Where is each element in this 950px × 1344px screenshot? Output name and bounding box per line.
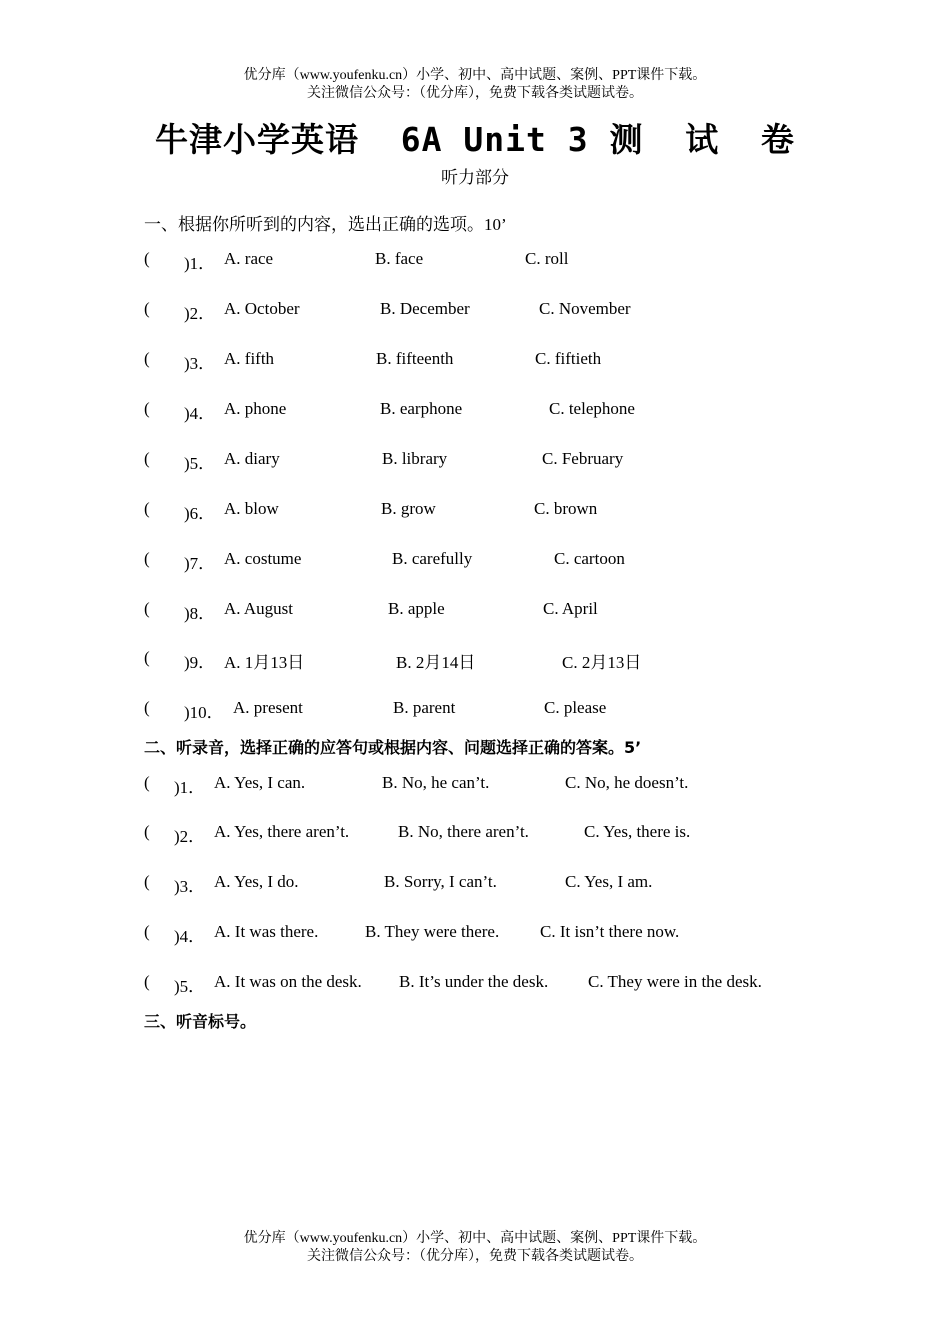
option-c: C. brown bbox=[534, 499, 598, 518]
option-a: A. race bbox=[224, 249, 274, 268]
question-number: )7． bbox=[184, 554, 216, 573]
answer-blank-open: ( bbox=[144, 499, 150, 518]
option-b: B. fifteenth bbox=[376, 349, 454, 368]
header-line-1: 优分库（www.youfenku.cn）小学、初中、高中试题、案例、PPT课件下载。 bbox=[243, 68, 707, 83]
option-a: A. It was on the desk. bbox=[214, 972, 362, 991]
option-b: B. It’s under the desk. bbox=[399, 972, 549, 991]
option-c: C. April bbox=[543, 599, 598, 618]
header-line-2: 关注微信公众号：（优分库），免费下载各类试题试卷。 bbox=[307, 86, 643, 101]
option-a: A. August bbox=[224, 599, 293, 618]
option-c: C. fiftieth bbox=[535, 349, 602, 368]
part1-heading: 一、根据你所听到的内容，选出正确的选项。10’ bbox=[144, 215, 507, 234]
question-number: )3． bbox=[174, 877, 206, 896]
option-a: A. Yes, there aren’t. bbox=[214, 822, 350, 841]
option-a: A. It was there. bbox=[214, 922, 319, 941]
question-number: )8． bbox=[184, 604, 216, 623]
option-a: A. 1月13日 bbox=[224, 653, 305, 672]
answer-blank-open: ( bbox=[144, 698, 150, 717]
option-a: A. Yes, I do. bbox=[214, 872, 299, 891]
option-b: B. They were there. bbox=[365, 922, 500, 941]
question-number: )2． bbox=[174, 827, 206, 846]
answer-blank-open: ( bbox=[144, 249, 150, 268]
option-c: C. cartoon bbox=[554, 549, 625, 568]
question-number: )10． bbox=[184, 703, 224, 722]
option-b: B. face bbox=[375, 249, 424, 268]
footer-line-1: 优分库（www.youfenku.cn）小学、初中、高中试题、案例、PPT课件下载。 bbox=[243, 1231, 707, 1246]
answer-blank-open: ( bbox=[144, 449, 150, 468]
answer-blank-open: ( bbox=[144, 922, 150, 941]
option-b: B. No, he can’t. bbox=[382, 773, 490, 792]
footer-line-2: 关注微信公众号：（优分库），免费下载各类试题试卷。 bbox=[307, 1249, 643, 1264]
question-number: )6． bbox=[184, 504, 216, 523]
question-number: )1． bbox=[184, 254, 216, 273]
answer-blank-open: ( bbox=[144, 872, 150, 891]
question-number: )4． bbox=[174, 927, 206, 946]
option-c: C. November bbox=[539, 299, 631, 318]
option-b: B. December bbox=[380, 299, 470, 318]
answer-blank-open: ( bbox=[144, 549, 150, 568]
option-a: A. fifth bbox=[224, 349, 275, 368]
question-number: )2． bbox=[184, 304, 216, 323]
option-c: C. roll bbox=[525, 249, 569, 268]
question-number: )1． bbox=[174, 778, 206, 797]
option-c: C. February bbox=[542, 449, 624, 468]
question-number: )9． bbox=[184, 653, 216, 672]
option-c: C. Yes, there is. bbox=[584, 822, 691, 841]
option-c: C. telephone bbox=[549, 399, 635, 418]
option-b: B. library bbox=[382, 449, 448, 468]
answer-blank-open: ( bbox=[144, 599, 150, 618]
option-b: B. parent bbox=[393, 698, 456, 717]
option-b: B. apple bbox=[388, 599, 445, 618]
option-a: A. Yes, I can. bbox=[214, 773, 306, 792]
answer-blank-open: ( bbox=[144, 773, 150, 792]
answer-blank-open: ( bbox=[144, 349, 150, 368]
option-c: C. please bbox=[544, 698, 607, 717]
option-b: B. Sorry, I can’t. bbox=[384, 872, 497, 891]
part2-heading: 二、听录音，选择正确的应答句或根据内容、问题选择正确的答案。5’ bbox=[144, 738, 642, 757]
page-subtitle: 听力部分 bbox=[441, 168, 509, 187]
question-number: )3． bbox=[184, 354, 216, 373]
answer-blank-open: ( bbox=[144, 972, 150, 991]
part3-heading: 三、听音标号。 bbox=[144, 1012, 257, 1031]
option-b: B. earphone bbox=[380, 399, 463, 418]
question-number: )5． bbox=[184, 454, 216, 473]
option-a: A. October bbox=[224, 299, 300, 318]
option-c: C. Yes, I am. bbox=[565, 872, 653, 891]
answer-blank-open: ( bbox=[144, 399, 150, 418]
option-a: A. present bbox=[233, 698, 303, 717]
answer-blank-open: ( bbox=[144, 648, 150, 667]
option-a: A. costume bbox=[224, 549, 302, 568]
answer-blank-open: ( bbox=[144, 299, 150, 318]
option-c: C. It isn’t there now. bbox=[540, 922, 680, 941]
option-b: B. carefully bbox=[392, 549, 473, 568]
option-b: B. No, there aren’t. bbox=[398, 822, 529, 841]
option-a: A. blow bbox=[224, 499, 279, 518]
option-b: B. 2月14日 bbox=[396, 653, 476, 672]
option-c: C. No, he doesn’t. bbox=[565, 773, 689, 792]
answer-blank-open: ( bbox=[144, 822, 150, 841]
option-b: B. grow bbox=[381, 499, 436, 518]
option-a: A. diary bbox=[224, 449, 280, 468]
option-a: A. phone bbox=[224, 399, 287, 418]
option-c: C. 2月13日 bbox=[562, 653, 642, 672]
option-c: C. They were in the desk. bbox=[588, 972, 762, 991]
page-title: 牛津小学英语 6A Unit 3 测 试 卷 bbox=[155, 120, 795, 159]
question-number: )5． bbox=[174, 977, 206, 996]
question-number: )4． bbox=[184, 404, 216, 423]
